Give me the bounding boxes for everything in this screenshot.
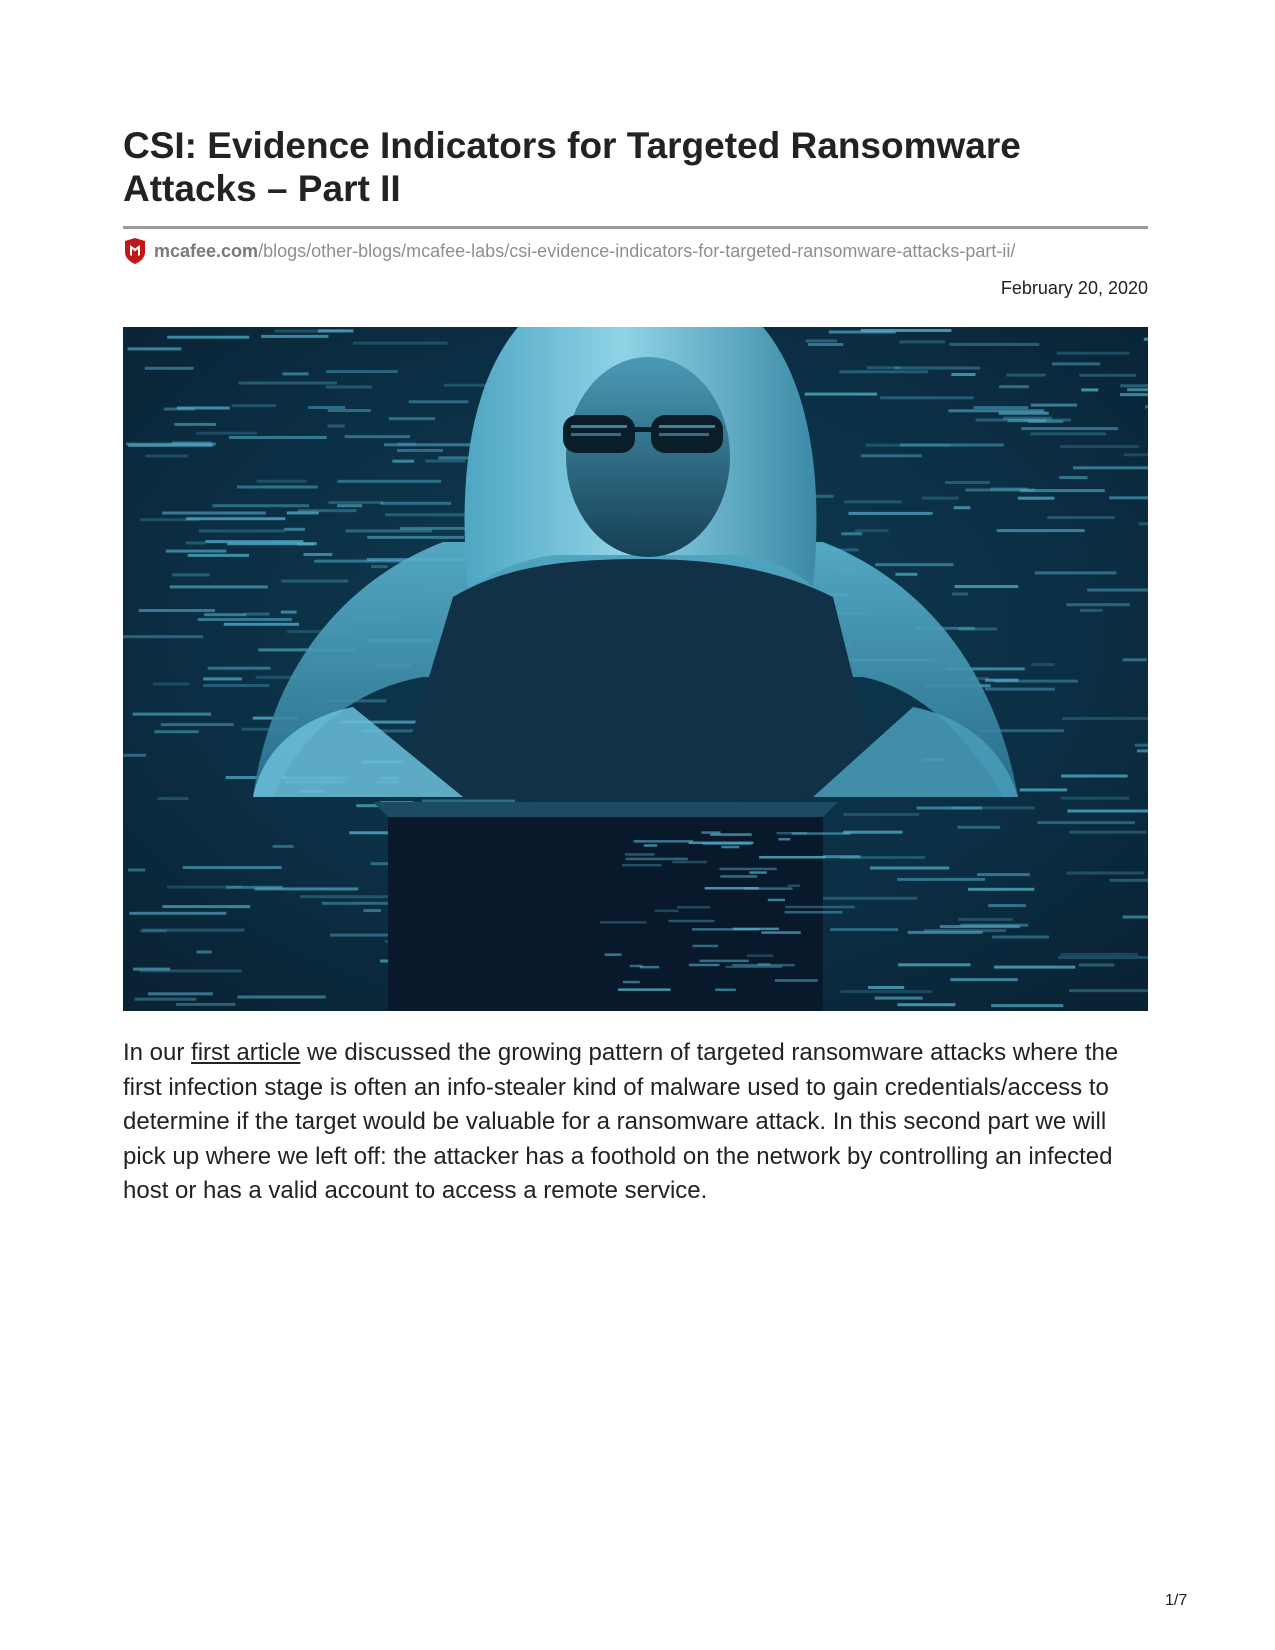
- intro-paragraph: [123, 1036, 1148, 1209]
- article-title-line-1: CSI: Evidence Indicators for Targeted Ransomware: [123, 125, 1021, 166]
- source-path: /blogs/other-blogs/mcafee-labs/csi-evidence-indicators-for-targeted-ransomware-attacks-part-ii/: [258, 240, 1016, 261]
- intro-text-rest: we discussed the growing pattern of targeted ransomware attacks where the first infection stage is often an info-stealer kind of malware used to gain credentials/access to determine if the target would be valuable for a ransomware attack. In this second part we will pick up where we left off: the attacker has a foothold on the network by controlling an infected host or has a valid account to access a remote service.: [123, 1039, 1119, 1204]
- article-title-line-2: Attacks – Part II: [123, 168, 401, 209]
- hero-image-hooded-hacker: [123, 327, 1148, 1011]
- page-number: 1/7: [1165, 1592, 1188, 1609]
- first-article-link[interactable]: first article: [191, 1039, 301, 1066]
- source-domain: mcafee.com: [154, 240, 259, 261]
- publish-date: February 20, 2020: [1000, 278, 1148, 298]
- mcafee-shield-icon: [123, 238, 147, 264]
- source-url[interactable]: [123, 238, 1015, 264]
- title-divider: [123, 226, 1148, 229]
- intro-text-start: In our: [123, 1039, 192, 1066]
- article-title: [123, 124, 1148, 210]
